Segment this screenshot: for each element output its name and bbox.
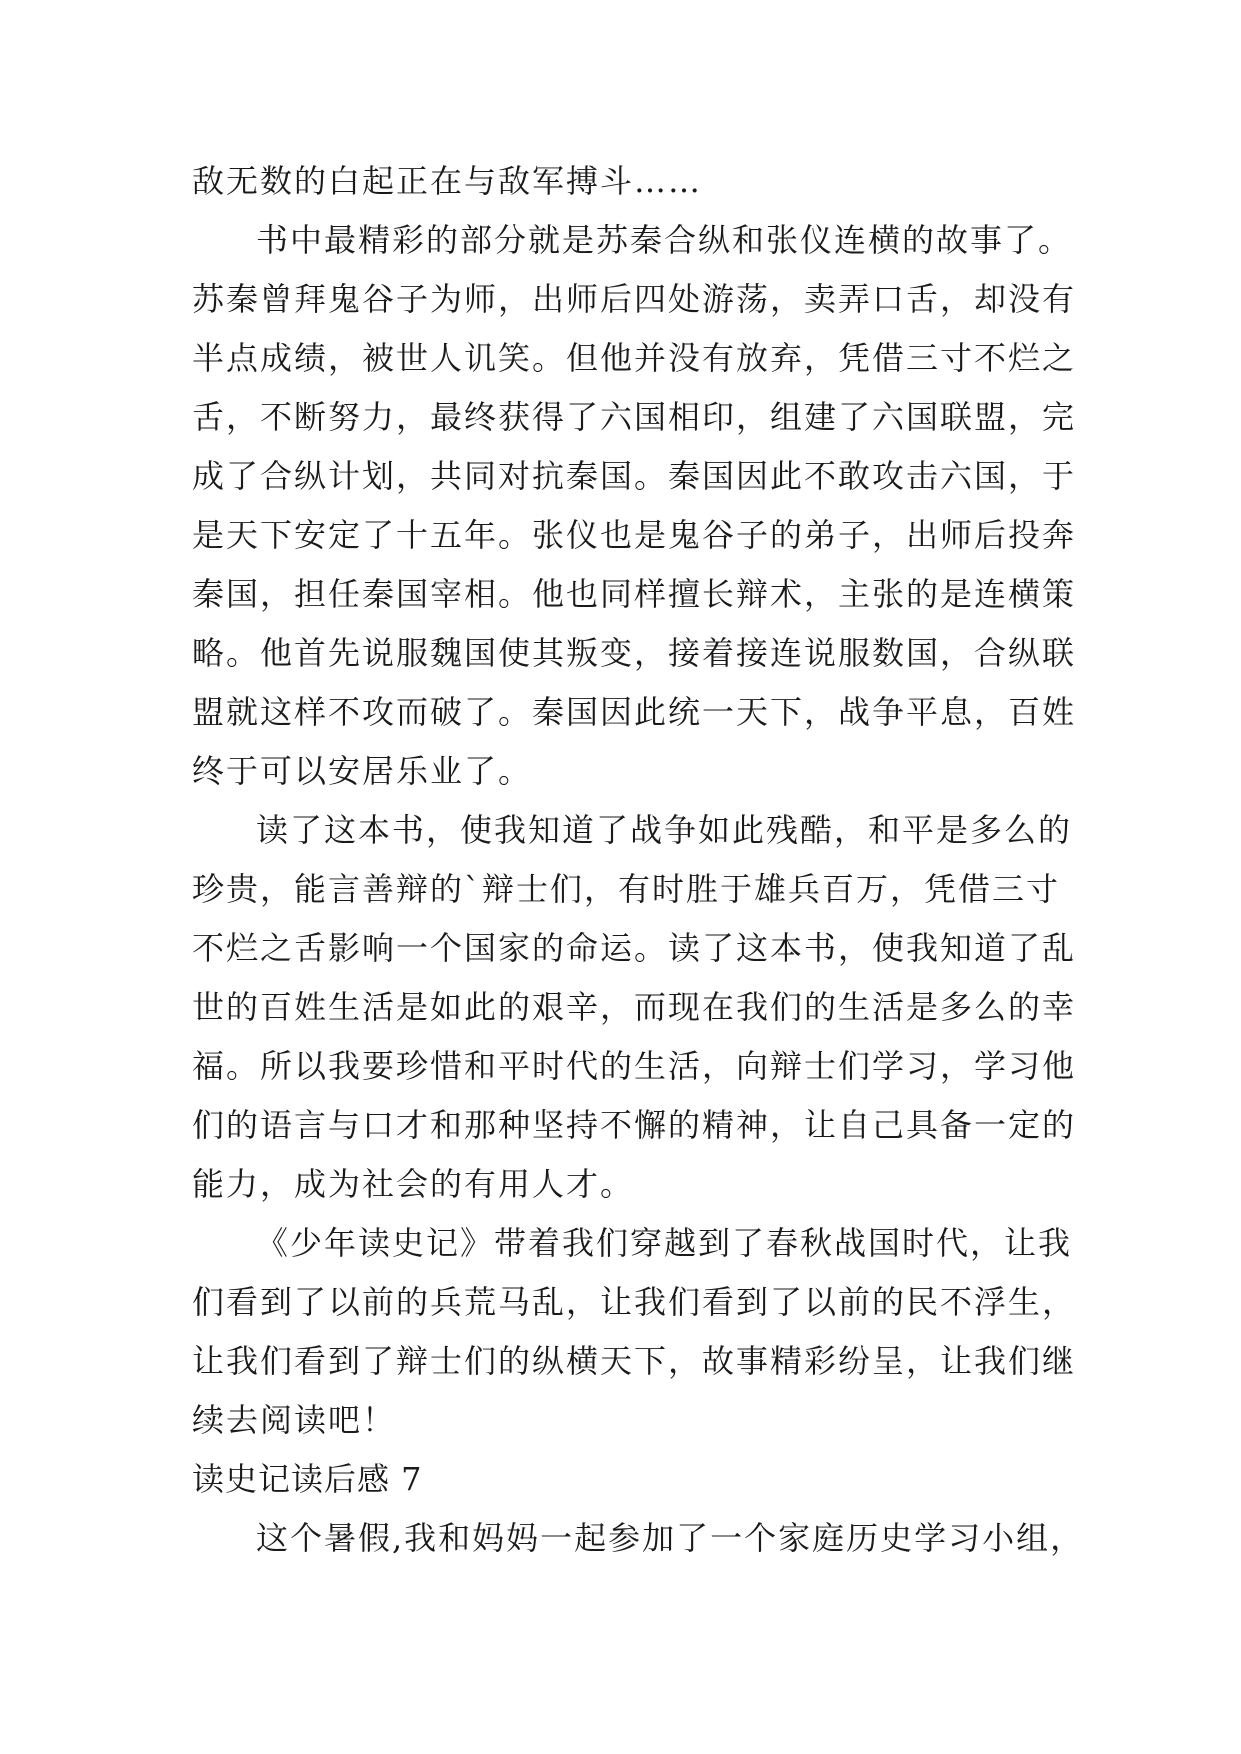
paragraph-line: 成了合纵计划，共同对抗秦国。秦国因此不敢攻击六国，于 — [192, 457, 1077, 495]
paragraph-line: 能力，成为社会的有用人才。 — [192, 1165, 635, 1203]
paragraph-line: 舌，不断努力，最终获得了六国相印，组建了六国联盟，完 — [192, 398, 1077, 436]
paragraph-line: 半点成绩，被世人讥笑。但他并没有放弃，凭借三寸不烂之 — [192, 339, 1077, 377]
paragraph-line: 书中最精彩的部分就是苏秦合纵和张仪连横的故事了。 — [256, 221, 1073, 259]
paragraph-line: 盟就这样不攻而破了。秦国因此统一天下，战争平息，百姓 — [192, 693, 1077, 731]
paragraph-line: 续去阅读吧！ — [192, 1401, 397, 1439]
section-heading: 读史记读后感 7 — [192, 1460, 423, 1498]
paragraph-line: 们的语言与口才和那种坚持不懈的精神，让自己具备一定的 — [192, 1106, 1077, 1144]
paragraph-line: 略。他首先说服魏国使其叛变，接着接连说服数国，合纵联 — [192, 634, 1077, 672]
document-body — [192, 152, 1085, 1568]
paragraph-line: 苏秦曾拜鬼谷子为师，出师后四处游荡，卖弄口舌，却没有 — [192, 280, 1077, 318]
paragraph-line: 是天下安定了十五年。张仪也是鬼谷子的弟子，出师后投奔 — [192, 516, 1077, 554]
paragraph-line: 《少年读史记》带着我们穿越到了春秋战国时代，让我 — [256, 1224, 1073, 1262]
paragraph-line: 终于可以安居乐业了。 — [192, 752, 533, 790]
paragraph-line: 读了这本书，使我知道了战争如此残酷，和平是多么的 — [256, 811, 1073, 849]
paragraph-line: 珍贵，能言善辩的`辩士们，有时胜于雄兵百万，凭借三寸 — [192, 870, 1061, 908]
paragraph-line: 不烂之舌影响一个国家的命运。读了这本书，使我知道了乱 — [192, 929, 1077, 967]
paragraph-line: 敌无数的白起正在与敌军搏斗…… — [192, 162, 703, 200]
paragraph-line: 让我们看到了辩士们的纵横天下，故事精彩纷呈，让我们继 — [192, 1342, 1077, 1380]
paragraph-line: 这个暑假,我和妈妈一起参加了一个家庭历史学习小组， — [256, 1519, 1085, 1557]
paragraph-line: 福。所以我要珍惜和平时代的生活，向辩士们学习，学习他 — [192, 1047, 1077, 1085]
paragraph-line: 世的百姓生活是如此的艰辛，而现在我们的生活是多么的幸 — [192, 988, 1077, 1026]
paragraph-line: 们看到了以前的兵荒马乱，让我们看到了以前的民不浮生， — [192, 1283, 1077, 1321]
paragraph-line: 秦国，担任秦国宰相。他也同样擅长辩术，主张的是连横策 — [192, 575, 1077, 613]
